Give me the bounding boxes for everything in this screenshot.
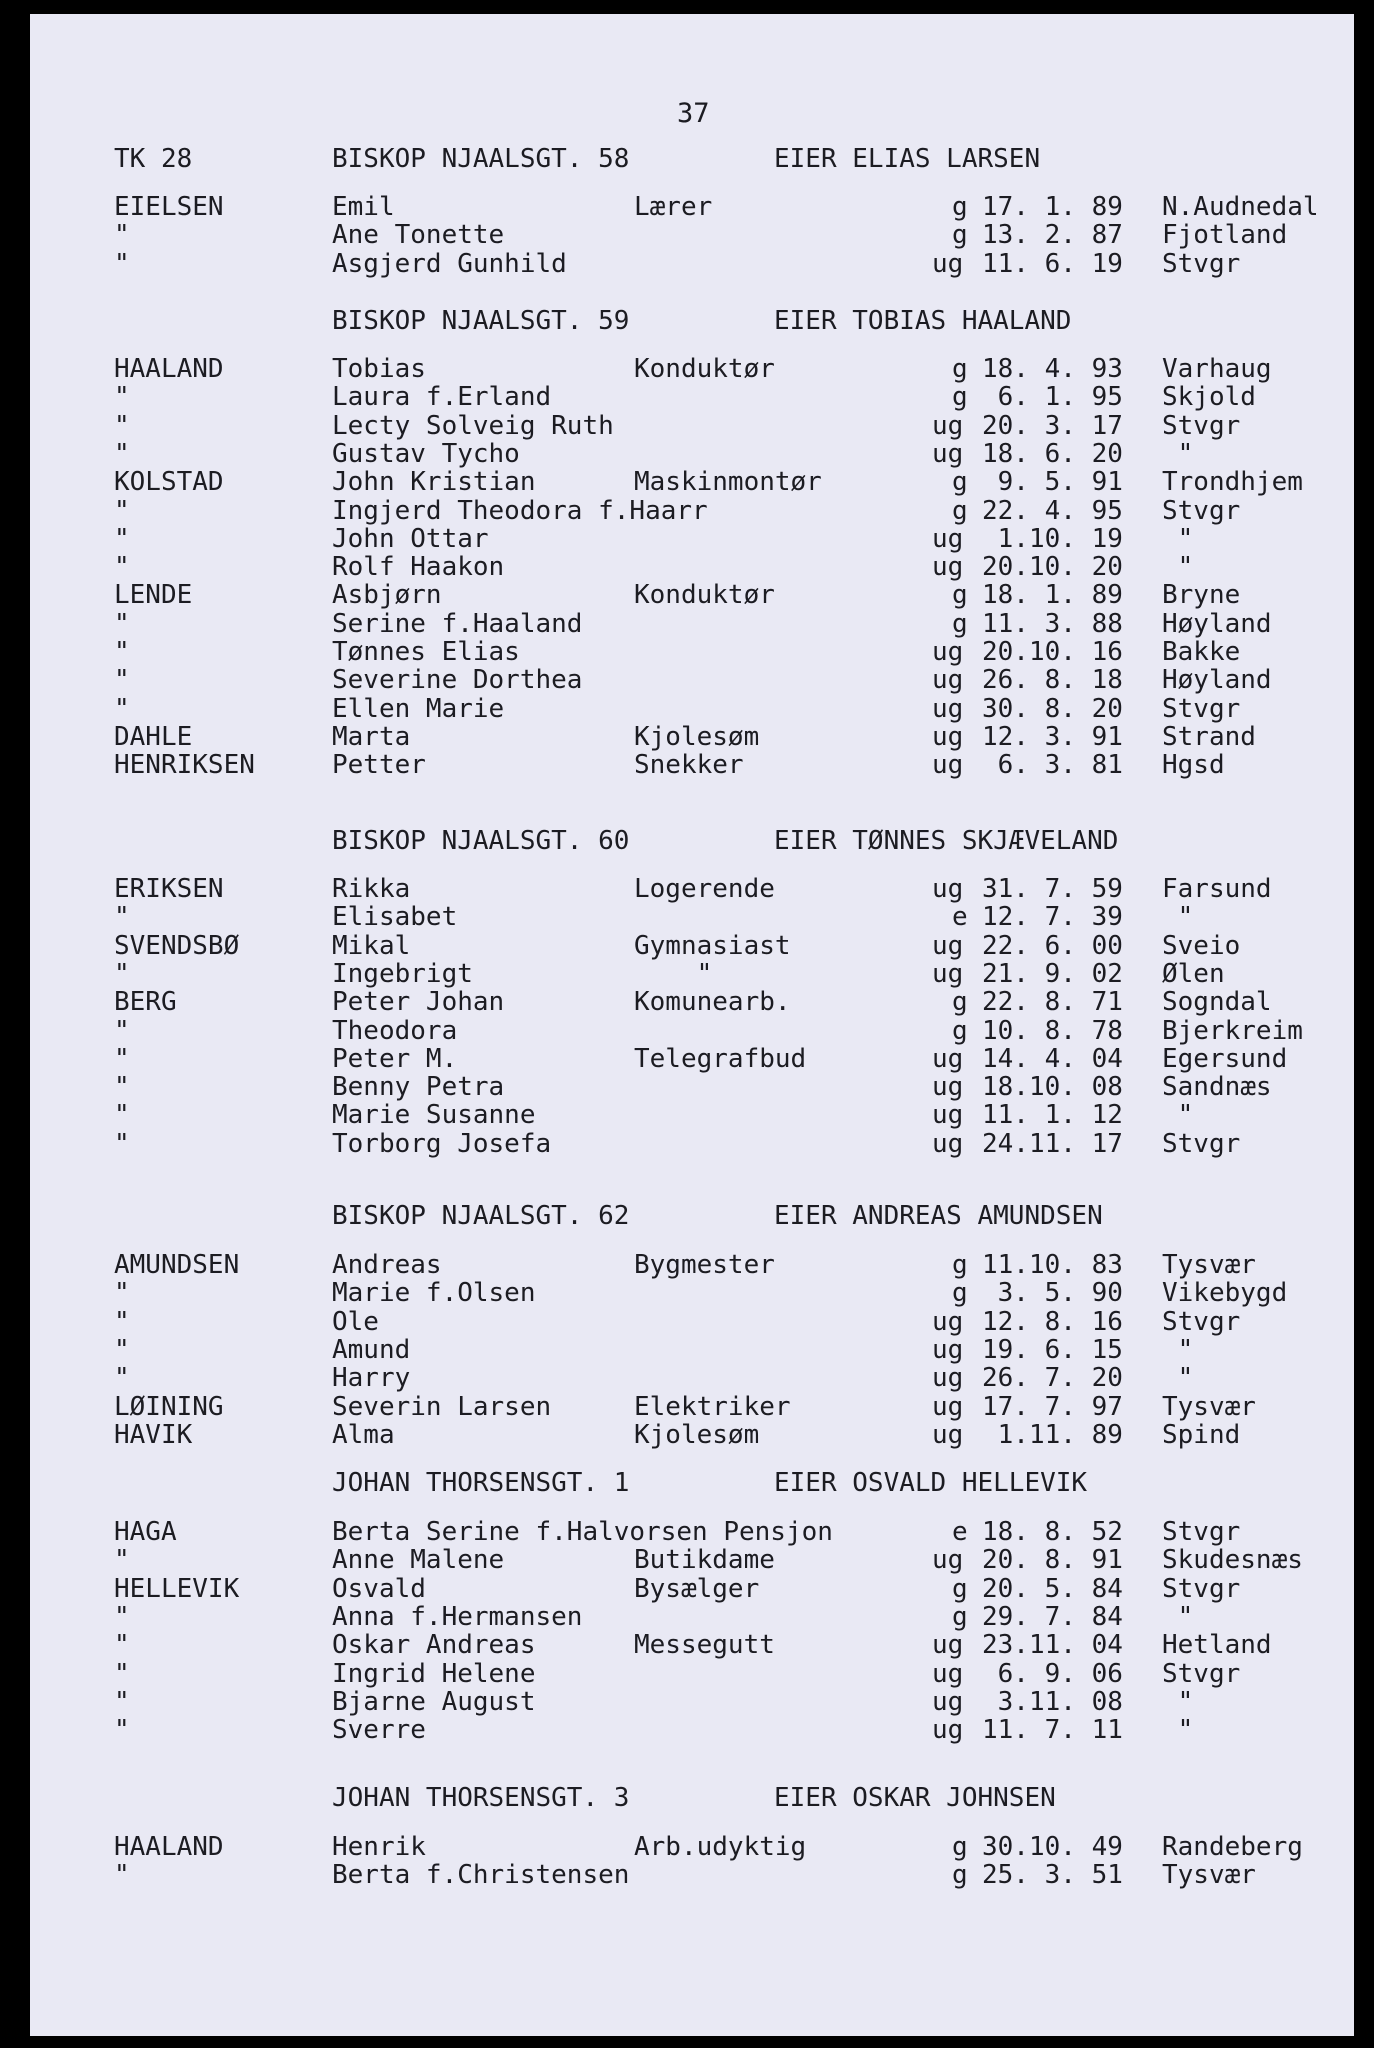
- given-name: Asgjerd Gunhild: [332, 249, 567, 279]
- surname: HAALAND: [114, 1832, 224, 1862]
- given-name: Lecty Solveig Ruth: [332, 411, 614, 441]
- surname: ": [114, 1687, 130, 1717]
- birth-place: Egersund: [1162, 1044, 1288, 1074]
- given-name: Ingjerd Theodora f.Haarr: [332, 496, 708, 526]
- birth-place: ": [1162, 524, 1194, 554]
- birth-date: 22. 6. 00: [982, 931, 1123, 961]
- surname: DAHLE: [114, 722, 193, 752]
- surname: ": [114, 1630, 130, 1660]
- given-name: Osvald: [332, 1574, 426, 1604]
- birth-date: 18. 8. 52: [982, 1517, 1123, 1547]
- marital-status: ug: [932, 1659, 964, 1689]
- birth-date: 9. 5. 91: [982, 467, 1123, 497]
- birth-date: 18. 6. 20: [982, 439, 1123, 469]
- given-name: Anna f.Hermansen: [332, 1602, 583, 1632]
- birth-place: ": [1162, 1100, 1194, 1130]
- birth-place: Stvgr: [1162, 249, 1241, 279]
- birth-place: Sogndal: [1162, 987, 1272, 1017]
- birth-place: Høyland: [1162, 609, 1272, 639]
- birth-date: 20. 8. 91: [982, 1545, 1123, 1575]
- birth-place: Stvgr: [1162, 694, 1241, 724]
- occupation: Konduktør: [634, 580, 775, 610]
- birth-place: Ølen: [1162, 959, 1225, 989]
- marital-status: ug: [932, 1392, 964, 1422]
- given-name: Tobias: [332, 354, 426, 384]
- given-name: Peter Johan: [332, 987, 505, 1017]
- owner-name: EIER TOBIAS HAALAND: [774, 306, 1072, 336]
- surname: ": [114, 1129, 130, 1159]
- occupation: Telegrafbud: [634, 1044, 807, 1074]
- given-name: Harry: [332, 1363, 411, 1393]
- birth-date: 17. 1. 89: [982, 192, 1123, 222]
- surname: KOLSTAD: [114, 467, 224, 497]
- birth-place: Bryne: [1162, 580, 1241, 610]
- given-name: Berta Serine f.Halvorsen Pensjon: [332, 1517, 833, 1547]
- surname: ": [114, 411, 130, 441]
- given-name: Marta: [332, 722, 411, 752]
- occupation: Bysælger: [634, 1574, 760, 1604]
- occupation: Komunearb.: [634, 987, 791, 1017]
- birth-place: Høyland: [1162, 665, 1272, 695]
- birth-date: 20. 5. 84: [982, 1574, 1123, 1604]
- street-address: BISKOP NJAALSGT. 62: [332, 1201, 630, 1231]
- birth-place: Sveio: [1162, 931, 1241, 961]
- given-name: Marie f.Olsen: [332, 1278, 536, 1308]
- surname: ": [114, 959, 130, 989]
- given-name: Alma: [332, 1420, 395, 1450]
- birth-place: Farsund: [1162, 874, 1272, 904]
- surname: HENRIKSEN: [114, 750, 255, 780]
- given-name: Gustav Tycho: [332, 439, 520, 469]
- occupation: Logerende: [634, 874, 775, 904]
- occupation: Arb.udyktig: [634, 1832, 807, 1862]
- marital-status: g: [952, 1832, 968, 1862]
- birth-place: ": [1162, 902, 1194, 932]
- marital-status: ug: [932, 524, 964, 554]
- birth-date: 20. 3. 17: [982, 411, 1123, 441]
- surname: ": [114, 1659, 130, 1689]
- given-name: Marie Susanne: [332, 1100, 536, 1130]
- birth-place: Varhaug: [1162, 354, 1272, 384]
- given-name: John Ottar: [332, 524, 489, 554]
- birth-date: 12. 8. 16: [982, 1307, 1123, 1337]
- birth-date: 14. 4. 04: [982, 1044, 1123, 1074]
- birth-date: 11. 1. 12: [982, 1100, 1123, 1130]
- birth-date: 22. 8. 71: [982, 987, 1123, 1017]
- owner-name: EIER OSVALD HELLEVIK: [774, 1468, 1088, 1498]
- occupation: Butikdame: [634, 1545, 775, 1575]
- birth-date: 3.11. 08: [982, 1687, 1123, 1717]
- given-name: Emil: [332, 192, 395, 222]
- street-address: JOHAN THORSENSGT. 1: [332, 1468, 630, 1498]
- birth-date: 6. 9. 06: [982, 1659, 1123, 1689]
- marital-status: g: [952, 609, 968, 639]
- birth-place: Spind: [1162, 1420, 1241, 1450]
- marital-status: g: [952, 1602, 968, 1632]
- owner-name: EIER ELIAS LARSEN: [774, 144, 1041, 174]
- owner-name: EIER TØNNES SKJÆVELAND: [774, 826, 1119, 856]
- birth-date: 18.10. 08: [982, 1072, 1123, 1102]
- surname: ": [114, 1278, 130, 1308]
- surname: ": [114, 1715, 130, 1745]
- surname: HAGA: [114, 1517, 177, 1547]
- birth-date: 11. 7. 11: [982, 1715, 1123, 1745]
- marital-status: ug: [932, 1335, 964, 1365]
- birth-date: 26. 8. 18: [982, 665, 1123, 695]
- surname: ": [114, 439, 130, 469]
- marital-status: g: [952, 987, 968, 1017]
- occupation: Konduktør: [634, 354, 775, 384]
- birth-place: ": [1162, 1715, 1194, 1745]
- given-name: Oskar Andreas: [332, 1630, 536, 1660]
- surname: LØINING: [114, 1392, 224, 1422]
- birth-date: 1.10. 19: [982, 524, 1123, 554]
- given-name: Ane Tonette: [332, 220, 505, 250]
- given-name: Rolf Haakon: [332, 552, 505, 582]
- marital-status: g: [952, 467, 968, 497]
- given-name: Petter: [332, 750, 426, 780]
- surname: BERG: [114, 987, 177, 1017]
- marital-status: ug: [932, 931, 964, 961]
- marital-status: g: [952, 1860, 968, 1890]
- given-name: Berta f.Christensen: [332, 1860, 630, 1890]
- birth-place: Stvgr: [1162, 1307, 1241, 1337]
- birth-date: 26. 7. 20: [982, 1363, 1123, 1393]
- surname: ": [114, 1072, 130, 1102]
- surname: AMUNDSEN: [114, 1250, 240, 1280]
- birth-place: Tysvær: [1162, 1392, 1256, 1422]
- given-name: Andreas: [332, 1250, 442, 1280]
- marital-status: ug: [932, 1687, 964, 1717]
- occupation: Lærer: [634, 192, 713, 222]
- surname: ": [114, 1016, 130, 1046]
- given-name: Amund: [332, 1335, 411, 1365]
- birth-place: N.Audnedal: [1162, 192, 1319, 222]
- marital-status: g: [952, 1278, 968, 1308]
- birth-date: 25. 3. 51: [982, 1860, 1123, 1890]
- surname: ": [114, 694, 130, 724]
- birth-place: Skudesnæs: [1162, 1545, 1303, 1575]
- given-name: Laura f.Erland: [332, 382, 552, 412]
- birth-date: 23.11. 04: [982, 1630, 1123, 1660]
- occupation: Messegutt: [634, 1630, 775, 1660]
- birth-date: 11.10. 83: [982, 1250, 1123, 1280]
- marital-status: ug: [932, 1100, 964, 1130]
- given-name: Ingebrigt: [332, 959, 473, 989]
- birth-date: 22. 4. 95: [982, 496, 1123, 526]
- birth-place: ": [1162, 1602, 1194, 1632]
- birth-place: ": [1162, 1687, 1194, 1717]
- birth-place: Stvgr: [1162, 1129, 1241, 1159]
- birth-place: Tysvær: [1162, 1250, 1256, 1280]
- birth-date: 3. 5. 90: [982, 1278, 1123, 1308]
- marital-status: ug: [932, 637, 964, 667]
- marital-status: ug: [932, 750, 964, 780]
- birth-date: 20.10. 16: [982, 637, 1123, 667]
- given-name: Ellen Marie: [332, 694, 505, 724]
- birth-place: Strand: [1162, 722, 1256, 752]
- birth-place: ": [1162, 1363, 1194, 1393]
- given-name: Peter M.: [332, 1044, 458, 1074]
- given-name: John Kristian: [332, 467, 536, 497]
- given-name: Sverre: [332, 1715, 426, 1745]
- occupation: Kjolesøm: [634, 1420, 760, 1450]
- owner-name: EIER ANDREAS AMUNDSEN: [774, 1201, 1103, 1231]
- surname: SVENDSBØ: [114, 931, 240, 961]
- given-name: Rikka: [332, 874, 411, 904]
- surname: ": [114, 496, 130, 526]
- marital-status: g: [952, 220, 968, 250]
- given-name: Elisabet: [332, 902, 458, 932]
- marital-status: ug: [932, 694, 964, 724]
- birth-date: 12. 3. 91: [982, 722, 1123, 752]
- given-name: Theodora: [332, 1016, 458, 1046]
- surname: HAVIK: [114, 1420, 193, 1450]
- given-name: Severin Larsen: [332, 1392, 552, 1422]
- street-address: BISKOP NJAALSGT. 60: [332, 826, 630, 856]
- marital-status: ug: [932, 1545, 964, 1575]
- surname: HELLEVIK: [114, 1574, 240, 1604]
- birth-date: 18. 4. 93: [982, 354, 1123, 384]
- given-name: Ingrid Helene: [332, 1659, 536, 1689]
- birth-place: Bakke: [1162, 637, 1241, 667]
- occupation: Gymnasiast: [634, 931, 791, 961]
- birth-place: Stvgr: [1162, 411, 1241, 441]
- occupation: Elektriker: [634, 1392, 791, 1422]
- given-name: Asbjørn: [332, 580, 442, 610]
- given-name: Torborg Josefa: [332, 1129, 552, 1159]
- birth-date: 6. 1. 95: [982, 382, 1123, 412]
- marital-status: g: [952, 382, 968, 412]
- given-name: Benny Petra: [332, 1072, 505, 1102]
- surname: ": [114, 609, 130, 639]
- birth-place: Trondhjem: [1162, 467, 1303, 497]
- tk-label: TK 28: [114, 144, 193, 174]
- surname: ": [114, 1307, 130, 1337]
- marital-status: ug: [932, 1363, 964, 1393]
- surname: ": [114, 1602, 130, 1632]
- birth-place: Bjerkreim: [1162, 1016, 1303, 1046]
- birth-place: Hgsd: [1162, 750, 1225, 780]
- street-address: BISKOP NJAALSGT. 59: [332, 306, 630, 336]
- surname: ": [114, 1044, 130, 1074]
- birth-date: 31. 7. 59: [982, 874, 1123, 904]
- given-name: Ole: [332, 1307, 379, 1337]
- birth-date: 19. 6. 15: [982, 1335, 1123, 1365]
- census-page: [30, 14, 1354, 2036]
- birth-date: 29. 7. 84: [982, 1602, 1123, 1632]
- birth-date: 30.10. 49: [982, 1832, 1123, 1862]
- given-name: Mikal: [332, 931, 411, 961]
- birth-date: 24.11. 17: [982, 1129, 1123, 1159]
- marital-status: ug: [932, 552, 964, 582]
- birth-date: 11. 6. 19: [982, 249, 1123, 279]
- marital-status: ug: [932, 439, 964, 469]
- birth-place: Skjold: [1162, 382, 1256, 412]
- marital-status: g: [952, 580, 968, 610]
- birth-date: 6. 3. 81: [982, 750, 1123, 780]
- marital-status: ug: [932, 665, 964, 695]
- birth-place: Vikebygd: [1162, 1278, 1288, 1308]
- birth-place: Sandnæs: [1162, 1072, 1272, 1102]
- surname: ": [114, 524, 130, 554]
- surname: ": [114, 249, 130, 279]
- birth-date: 1.11. 89: [982, 1420, 1123, 1450]
- birth-date: 20.10. 20: [982, 552, 1123, 582]
- occupation: Maskinmontør: [634, 467, 822, 497]
- birth-date: 12. 7. 39: [982, 902, 1123, 932]
- birth-place: Stvgr: [1162, 1659, 1241, 1689]
- birth-place: Randeberg: [1162, 1832, 1303, 1862]
- birth-place: Hetland: [1162, 1630, 1272, 1660]
- birth-place: Stvgr: [1162, 1574, 1241, 1604]
- birth-place: ": [1162, 439, 1194, 469]
- marital-status: g: [952, 1016, 968, 1046]
- page-number: 37: [677, 98, 710, 129]
- marital-status: g: [952, 192, 968, 222]
- surname: ": [114, 1100, 130, 1130]
- surname: ": [114, 382, 130, 412]
- marital-status: ug: [932, 874, 964, 904]
- given-name: Bjarne August: [332, 1687, 536, 1717]
- given-name: Henrik: [332, 1832, 426, 1862]
- surname: ": [114, 1860, 130, 1890]
- marital-status: e: [952, 1517, 968, 1547]
- marital-status: g: [952, 496, 968, 526]
- marital-status: ug: [932, 1044, 964, 1074]
- marital-status: ug: [932, 249, 964, 279]
- birth-place: ": [1162, 1335, 1194, 1365]
- marital-status: e: [952, 902, 968, 932]
- surname: ": [114, 220, 130, 250]
- occupation: Kjolesøm: [634, 722, 760, 752]
- birth-date: 17. 7. 97: [982, 1392, 1123, 1422]
- given-name: Anne Malene: [332, 1545, 505, 1575]
- birth-place: Stvgr: [1162, 496, 1241, 526]
- marital-status: ug: [932, 1715, 964, 1745]
- surname: ": [114, 1335, 130, 1365]
- surname: ": [114, 1545, 130, 1575]
- surname: ": [114, 552, 130, 582]
- marital-status: ug: [932, 1420, 964, 1450]
- marital-status: ug: [932, 1630, 964, 1660]
- marital-status: g: [952, 1250, 968, 1280]
- surname: EIELSEN: [114, 192, 224, 222]
- marital-status: ug: [932, 1307, 964, 1337]
- marital-status: g: [952, 1574, 968, 1604]
- birth-place: Tysvær: [1162, 1860, 1256, 1890]
- surname: HAALAND: [114, 354, 224, 384]
- given-name: Serine f.Haaland: [332, 609, 583, 639]
- occupation: Bygmester: [634, 1250, 775, 1280]
- birth-date: 10. 8. 78: [982, 1016, 1123, 1046]
- street-address: JOHAN THORSENSGT. 3: [332, 1783, 630, 1813]
- given-name: Tønnes Elias: [332, 637, 520, 667]
- occupation: Snekker: [634, 750, 744, 780]
- street-address: BISKOP NJAALSGT. 58: [332, 144, 630, 174]
- surname: ERIKSEN: [114, 874, 224, 904]
- owner-name: EIER OSKAR JOHNSEN: [774, 1783, 1056, 1813]
- marital-status: ug: [932, 1072, 964, 1102]
- given-name: Severine Dorthea: [332, 665, 583, 695]
- birth-place: ": [1162, 552, 1194, 582]
- birth-date: 13. 2. 87: [982, 220, 1123, 250]
- birth-place: Stvgr: [1162, 1517, 1241, 1547]
- surname: ": [114, 637, 130, 667]
- marital-status: ug: [932, 722, 964, 752]
- marital-status: ug: [932, 411, 964, 441]
- birth-date: 30. 8. 20: [982, 694, 1123, 724]
- birth-date: 11. 3. 88: [982, 609, 1123, 639]
- surname: LENDE: [114, 580, 193, 610]
- birth-date: 21. 9. 02: [982, 959, 1123, 989]
- marital-status: ug: [932, 1129, 964, 1159]
- surname: ": [114, 1363, 130, 1393]
- surname: ": [114, 665, 130, 695]
- marital-status: ug: [932, 959, 964, 989]
- birth-place: Fjotland: [1162, 220, 1288, 250]
- surname: ": [114, 902, 130, 932]
- marital-status: g: [952, 354, 968, 384]
- birth-date: 18. 1. 89: [982, 580, 1123, 610]
- occupation: ": [634, 959, 713, 989]
